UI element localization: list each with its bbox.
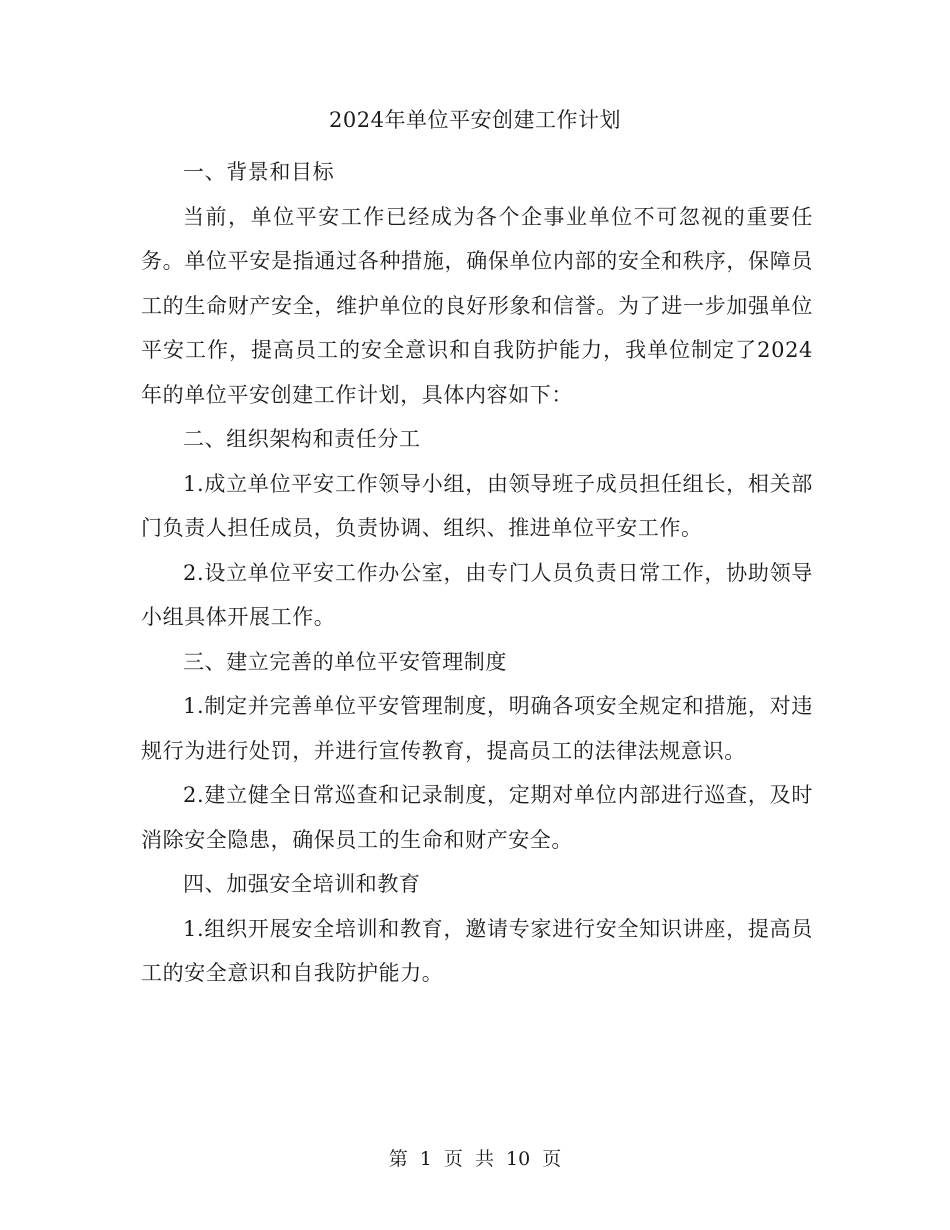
document-body [141,150,813,996]
section-heading-background: 一、背景和目标 [183,160,335,184]
section-heading-training: 四、加强安全培训和教育 [183,872,421,896]
paragraph-management-item-2: 2.建立健全日常巡查和记录制度，定期对单位内部进行巡查，及时消除安全隐患，确保员工的生命和财产安全。 [141,783,813,852]
paragraph-training-item-1: 1.组织开展安全培训和教育，邀请专家进行安全知识讲座，提高员工的安全意识和自我防护能力。 [141,916,813,985]
paragraph-organization-item-1: 1.成立单位平安工作领导小组，由领导班子成员担任组长，相关部门负责人担任成员，负责协调、组织、推进单位平安工作。 [141,471,813,540]
document-title: 2024年单位平安创建工作计划 [329,108,621,132]
paragraph-organization-item-2: 2.设立单位平安工作办公室，由专门人员负责日常工作，协助领导小组具体开展工作。 [141,560,813,629]
section-heading-management-system: 三、建立完善的单位平安管理制度 [183,649,507,674]
paragraph-management-item-1: 1.制定并完善单位平安管理制度，明确各项安全规定和措施，对违规行为进行处罚，并进行宣传教育，提高员工的法律法规意识。 [141,694,813,763]
page-number-footer: 第 1 页 共 10 页 [388,1148,562,1170]
paragraph-background-text: 当前，单位平安工作已经成为各个企事业单位不可忽视的重要任务。单位平安是指通过各种措施，确保单位内部的安全和秩序，保障员工的生命财产安全，维护单位的良好形象和信誉。为了进一步加强单位平安工作，提高员工的安全意识和自我防护能力，我单位制定了2024年的单位平安创建工作计划，具体内容如下： [141,204,813,407]
section-heading-organization: 二、组织架构和责任分工 [183,427,421,451]
